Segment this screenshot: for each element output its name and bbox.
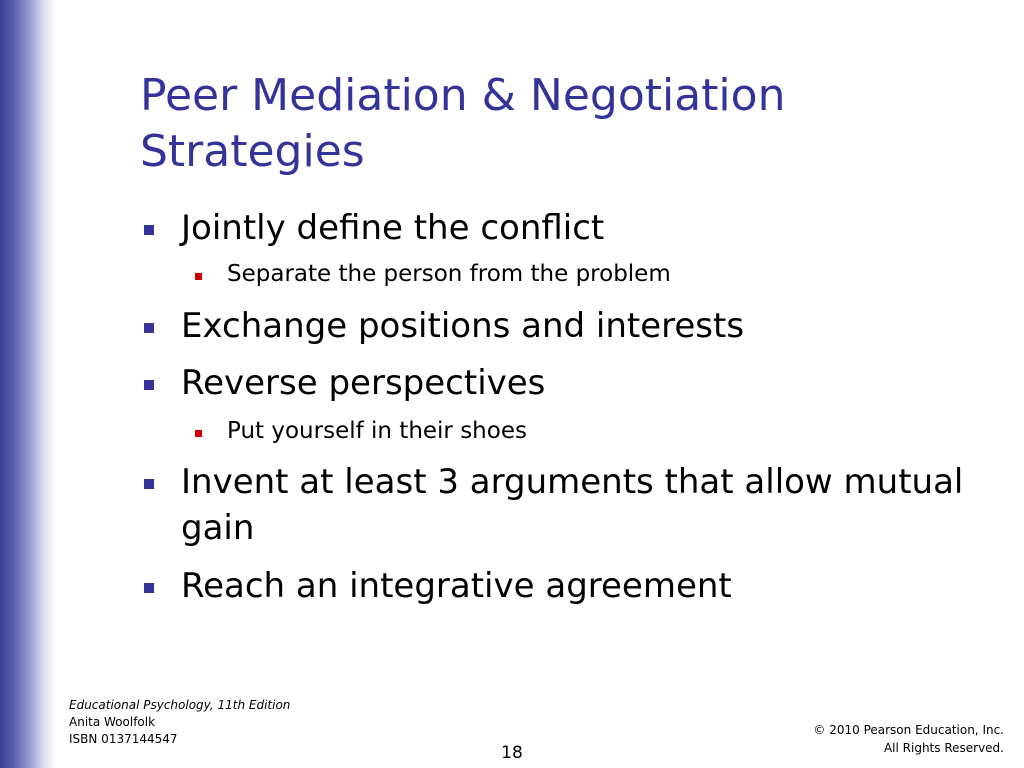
sub-bullet-item xyxy=(227,259,987,289)
bullet-text: Invent at least 3 arguments that allow mutual gain xyxy=(181,462,964,548)
bullet-text: Reverse perspectives xyxy=(181,363,546,403)
square-bullet-icon xyxy=(144,380,154,390)
rights-text: All Rights Reserved. xyxy=(883,741,1004,755)
copyright-text: © 2010 Pearson Education, Inc. xyxy=(813,723,1004,737)
sub-bullet-text: Put yourself in their shoes xyxy=(227,418,527,444)
copyright-notice xyxy=(813,721,1004,757)
book-title: Educational Psychology, 11th Edition xyxy=(69,698,291,712)
square-bullet-icon xyxy=(144,323,154,333)
square-bullet-icon xyxy=(144,479,154,489)
slide-number: 18 xyxy=(501,743,523,763)
book-isbn: ISBN 0137144547 xyxy=(69,732,178,746)
book-citation xyxy=(69,697,290,748)
square-bullet-icon xyxy=(195,273,202,280)
bullet-text: Exchange positions and interests xyxy=(181,306,745,346)
bullet-item xyxy=(181,459,1011,551)
sub-bullet-text: Separate the person from the problem xyxy=(227,261,671,287)
bullet-item xyxy=(181,303,1011,349)
bullet-item xyxy=(181,563,1011,609)
bullet-text: Jointly define the conflict xyxy=(181,208,605,248)
slide-title: Peer Mediation & Negotiation Strategies xyxy=(140,70,786,177)
square-bullet-icon xyxy=(144,225,154,235)
bullet-item xyxy=(181,205,1011,251)
book-author: Anita Woolfolk xyxy=(69,715,156,729)
bullet-text: Reach an integrative agreement xyxy=(181,566,732,606)
bullet-item xyxy=(181,360,1011,406)
square-bullet-icon xyxy=(144,583,154,593)
sub-bullet-item xyxy=(227,416,987,446)
square-bullet-icon xyxy=(195,430,202,437)
